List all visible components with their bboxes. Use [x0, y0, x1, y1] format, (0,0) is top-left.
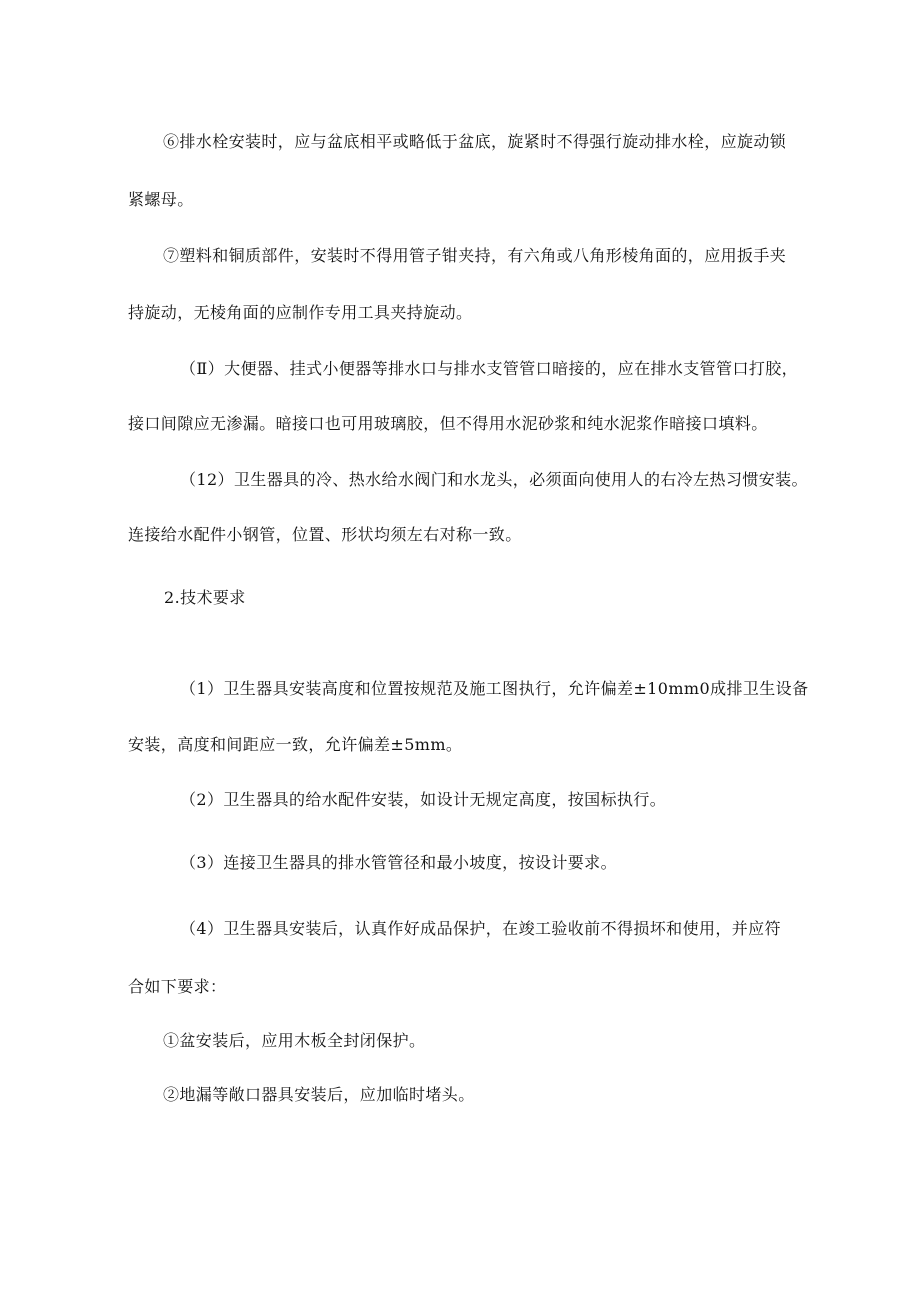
item6-line1: ⑥排水栓安装时，应与盆底相平或略低于盆底，旋紧时不得强行旋动排水栓，应旋动锁 [163, 132, 787, 151]
req1-line1: （1）卫生器具安装高度和位置按规范及施工图执行，允许偏差±10mm0成排卫生设备 [180, 679, 809, 698]
sub1-line1: ①盆安装后，应用木板全封闭保护。 [163, 1031, 426, 1050]
item7-line2: 持旋动，无棱角面的应制作专用工具夹持旋动。 [128, 303, 473, 322]
req3-line1: （3）连接卫生器具的排水管管径和最小坡度，按设计要求。 [180, 853, 617, 872]
item7-line1: ⑦塑料和铜质部件，安装时不得用管子钳夹持，有六角或八角形棱角面的，应用扳手夹 [163, 246, 787, 265]
req2-line1: （2）卫生器具的给水配件安装，如设计无规定高度，按国标执行。 [180, 790, 667, 809]
section2-heading: 2.技术要求 [164, 588, 246, 607]
req4-line2: 合如下要求： [128, 977, 227, 996]
item6-line2: 紧螺母。 [128, 190, 194, 209]
sub2-line1: ②地漏等敞口器具安装后，应加临时堵头。 [163, 1085, 475, 1104]
req1-line2: 安装，高度和间距应一致，允许偏差±5mm。 [128, 735, 463, 754]
item11-line2: 接口间隙应无渗漏。暗接口也可用玻璃胶，但不得用水泥砂浆和纯水泥浆作暗接口填料。 [128, 414, 768, 433]
item11-line1: （Ⅱ）大便器、挂式小便器等排水口与排水支管管口暗接的，应在排水支管管口打胶， [180, 359, 799, 378]
req4-line1: （4）卫生器具安装后，认真作好成品保护，在竣工验收前不得损坏和使用，并应符 [180, 919, 781, 938]
item12-line2: 连接给水配件小钢管，位置、形状均须左右对称一致。 [128, 525, 522, 544]
item12-line1: （12）卫生器具的冷、热水给水阀门和水龙头，必须面向使用人的右冷左热习惯安装。 [180, 470, 808, 489]
